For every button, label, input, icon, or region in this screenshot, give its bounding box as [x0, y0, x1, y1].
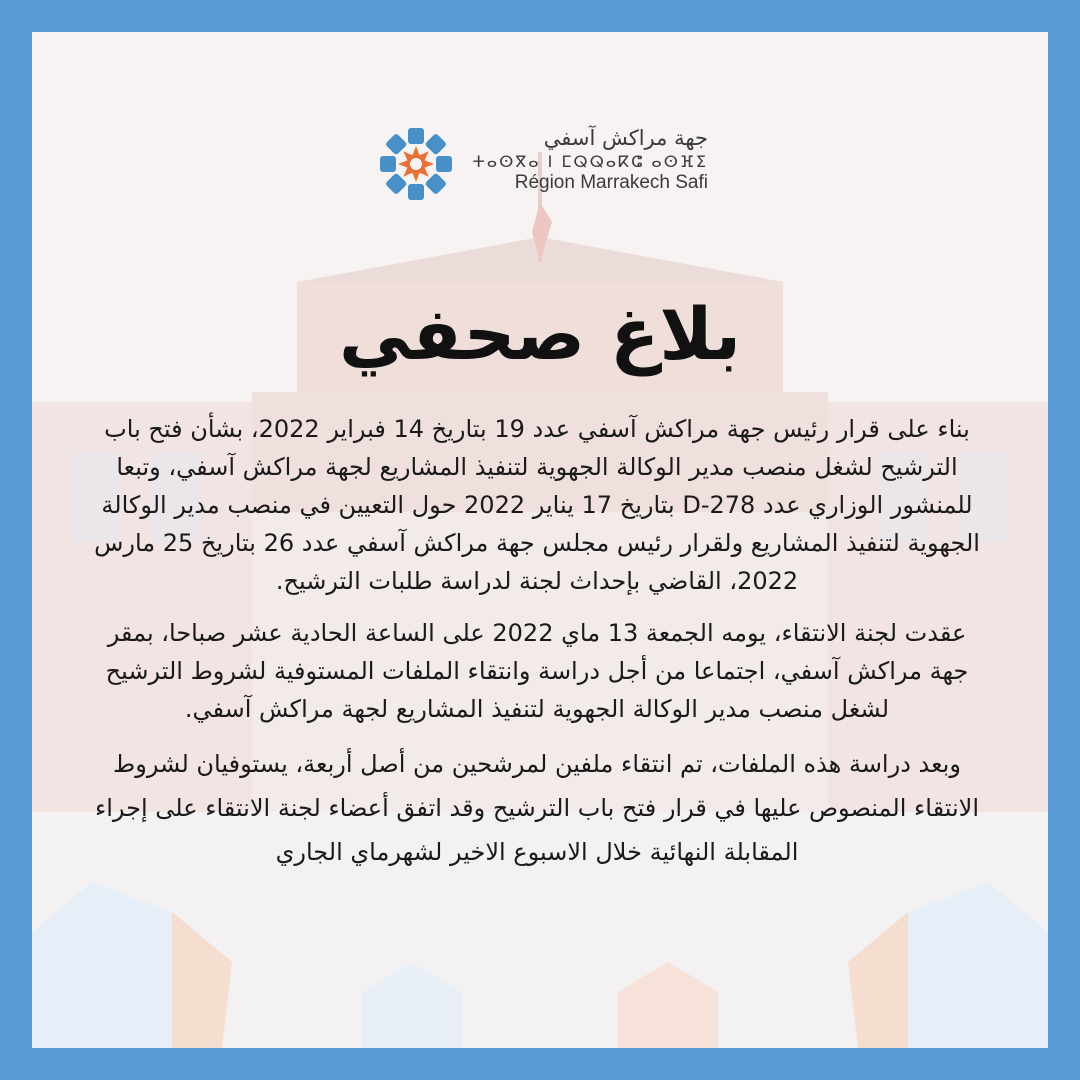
logo-french-name: Région Marrakech Safi: [514, 172, 708, 193]
press-release-body: [92, 410, 982, 888]
page-title: بلاغ صحفي: [338, 292, 742, 376]
paragraph-decision: بناء على قرار رئيس جهة مراكش آسفي عدد 19 بتاريخ 14 فبراير 2022، بشأن فتح باب الترشيح لشغل منصب مدير الوكالة الجهوية لتنفيذ المشاريع لجهة مراكش آسفي، وتبعا للمنشور الوزاري عدد D-278 بتاريخ 17 يناير 2022 حول التعيين في منصب مدير الوكالة الجهوية لتنفيذ المشاريع ولقرار رئيس مجلس جهة مراكش آسفي عدد 26 بتاريخ 25 مارس 2022، القاضي بإحداث لجنة لدراسة طلبات الترشيح.: [94, 415, 980, 595]
press-release-card: [32, 32, 1048, 1048]
region-emblem-icon: [378, 126, 454, 202]
paragraph-selection: وبعد دراسة هذه الملفات، تم انتقاء ملفين لمرشحين من أصل أربعة، يستوفيان لشروط الانتقاء المنصوص عليها في قرار فتح باب الترشيح وقد اتفق أعضاء لجنة الانتقاء على إجراء المقابلة النهائية خلال الاسبوع الاخير لشهرماي الجاري: [94, 750, 980, 866]
paragraph-meeting: عقدت لجنة الانتقاء، يومه الجمعة 13 ماي 2022 على الساعة الحادية عشر صباحا، بمقر جهة مراكش آسفي، اجتماعا من أجل دراسة وانتقاء الملفات المستوفية لشروط الترشيح لشغل منصب مدير الوكالة الجهوية لتنفيذ المشاريع لجهة مراكش آسفي.: [105, 619, 969, 723]
logo-text-block: [462, 126, 708, 202]
region-logo: [378, 126, 708, 202]
logo-tifinagh-name: ⵜⴰⵙⴳⴰ ⵏ ⵎⵕⵕⴰⴽⵛ ⴰⵙⴼⵉ: [472, 152, 708, 171]
logo-arabic-name: جهة مراكش آسفي: [543, 126, 708, 150]
